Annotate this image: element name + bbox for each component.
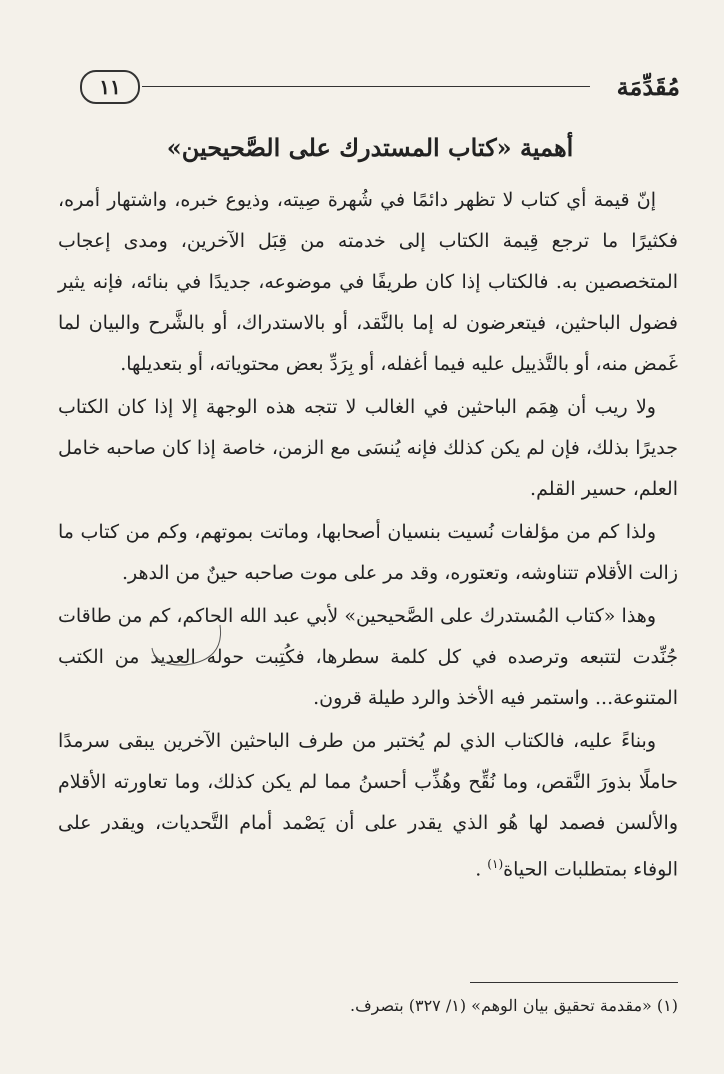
page-number: ١١ — [80, 70, 140, 104]
handwritten-arc-mark — [150, 620, 230, 670]
paragraph: إنّ قيمة أي كتاب لا تظهر دائمًا في شُهرة صِيته، وذيوع خبره، واشتهار أمره، فكثيرًا ما ترجع قِيمة الكتاب إلى خدمته من قِبَل الآخرين، ومدى إعجاب المتخصصين به. فالكتاب إذا كان طريفًا في موضوعه، جديدًا في بنائه، فإنه يثير فضول الباحثين، فيتعرضون له إما بالنَّقد، أو بالاستدراك، أو بالشَّرح والبيان لما غَمض منه، أو بالتَّذييل عليه فيما أغفله، أو بِرَدِّ بعض محتوياته، أو بتعديلها. — [58, 189, 678, 375]
paragraph: ولا ريب أن هِمَم الباحثين في الغالب لا تتجه هذه الوجهة إلا إذا كان الكتاب جديرًا بذلك، فإن لم يكن كذلك فإنه يُنسَى مع الزمن، خاصة إذا كان صاحبه خامل العلم، حسير القلم. — [58, 396, 678, 500]
paragraph: وهذا «كتاب المُستدرك على الصَّحيحين» لأبي عبد الله الحاكم، كم من طاقات جُنِّدت لتتبعه وترصده في كل كلمة سطرها، فكُتِبت حوله العديد من الكتب المتنوعة... واستمر فيه الأخذ والرد طيلة قرون. — [58, 605, 678, 709]
footnote: (١) «مقدمة تحقيق بيان الوهم» (١/ ٣٢٧) بتصرف. — [349, 996, 678, 1015]
body-text — [58, 180, 678, 892]
footnote-rule — [470, 982, 678, 983]
footnote-reference: (١) — [487, 857, 504, 871]
header-rule — [142, 86, 590, 87]
paragraph-last: وبناءً عليه، فالكتاب الذي لم يُختبر من طرف الباحثين الآخرين يبقى سرمدًا حاملًا بذورَ النَّقص، وما نُقِّح وهُذِّب أحسنُ مما لم يكن كذلك، وما تعاورته الأقلام والألسن فصمد لها هُو الذي يقدر على أن يَصْمد أمام التَّحديات، ويقدر على الوفاء بمتطلبات الحياة$^{(١)}$ . — [58, 730, 678, 881]
section-heading: أهمية «كتاب المستدرك على الصَّحيحين» — [166, 133, 574, 162]
paragraph: ولذا كم من مؤلفات نُسيت بنسيان أصحابها، وماتت بموتهم، وكم من كتاب ما زالت الأقلام تتناوشه، وتعتوره، وقد مر على موت صاحبه حينٌ من الدهر. — [58, 521, 678, 584]
running-title: مُقَدِّمَة — [616, 72, 680, 101]
paragraph-text: وبناءً عليه، فالكتاب الذي لم يُختبر من طرف الباحثين الآخرين يبقى سرمدًا حاملًا بذورَ النَّقص، وما نُقِّح وهُذِّب أحسنُ مما لم يكن كذلك، وما تعاورته الأقلام والألسن فصمد لها هُو الذي يقدر على أن يَصْمد أمام التَّحديات، ويقدر على الوفاء بمتطلبات الحياة — [58, 730, 678, 881]
running-header — [80, 70, 680, 106]
